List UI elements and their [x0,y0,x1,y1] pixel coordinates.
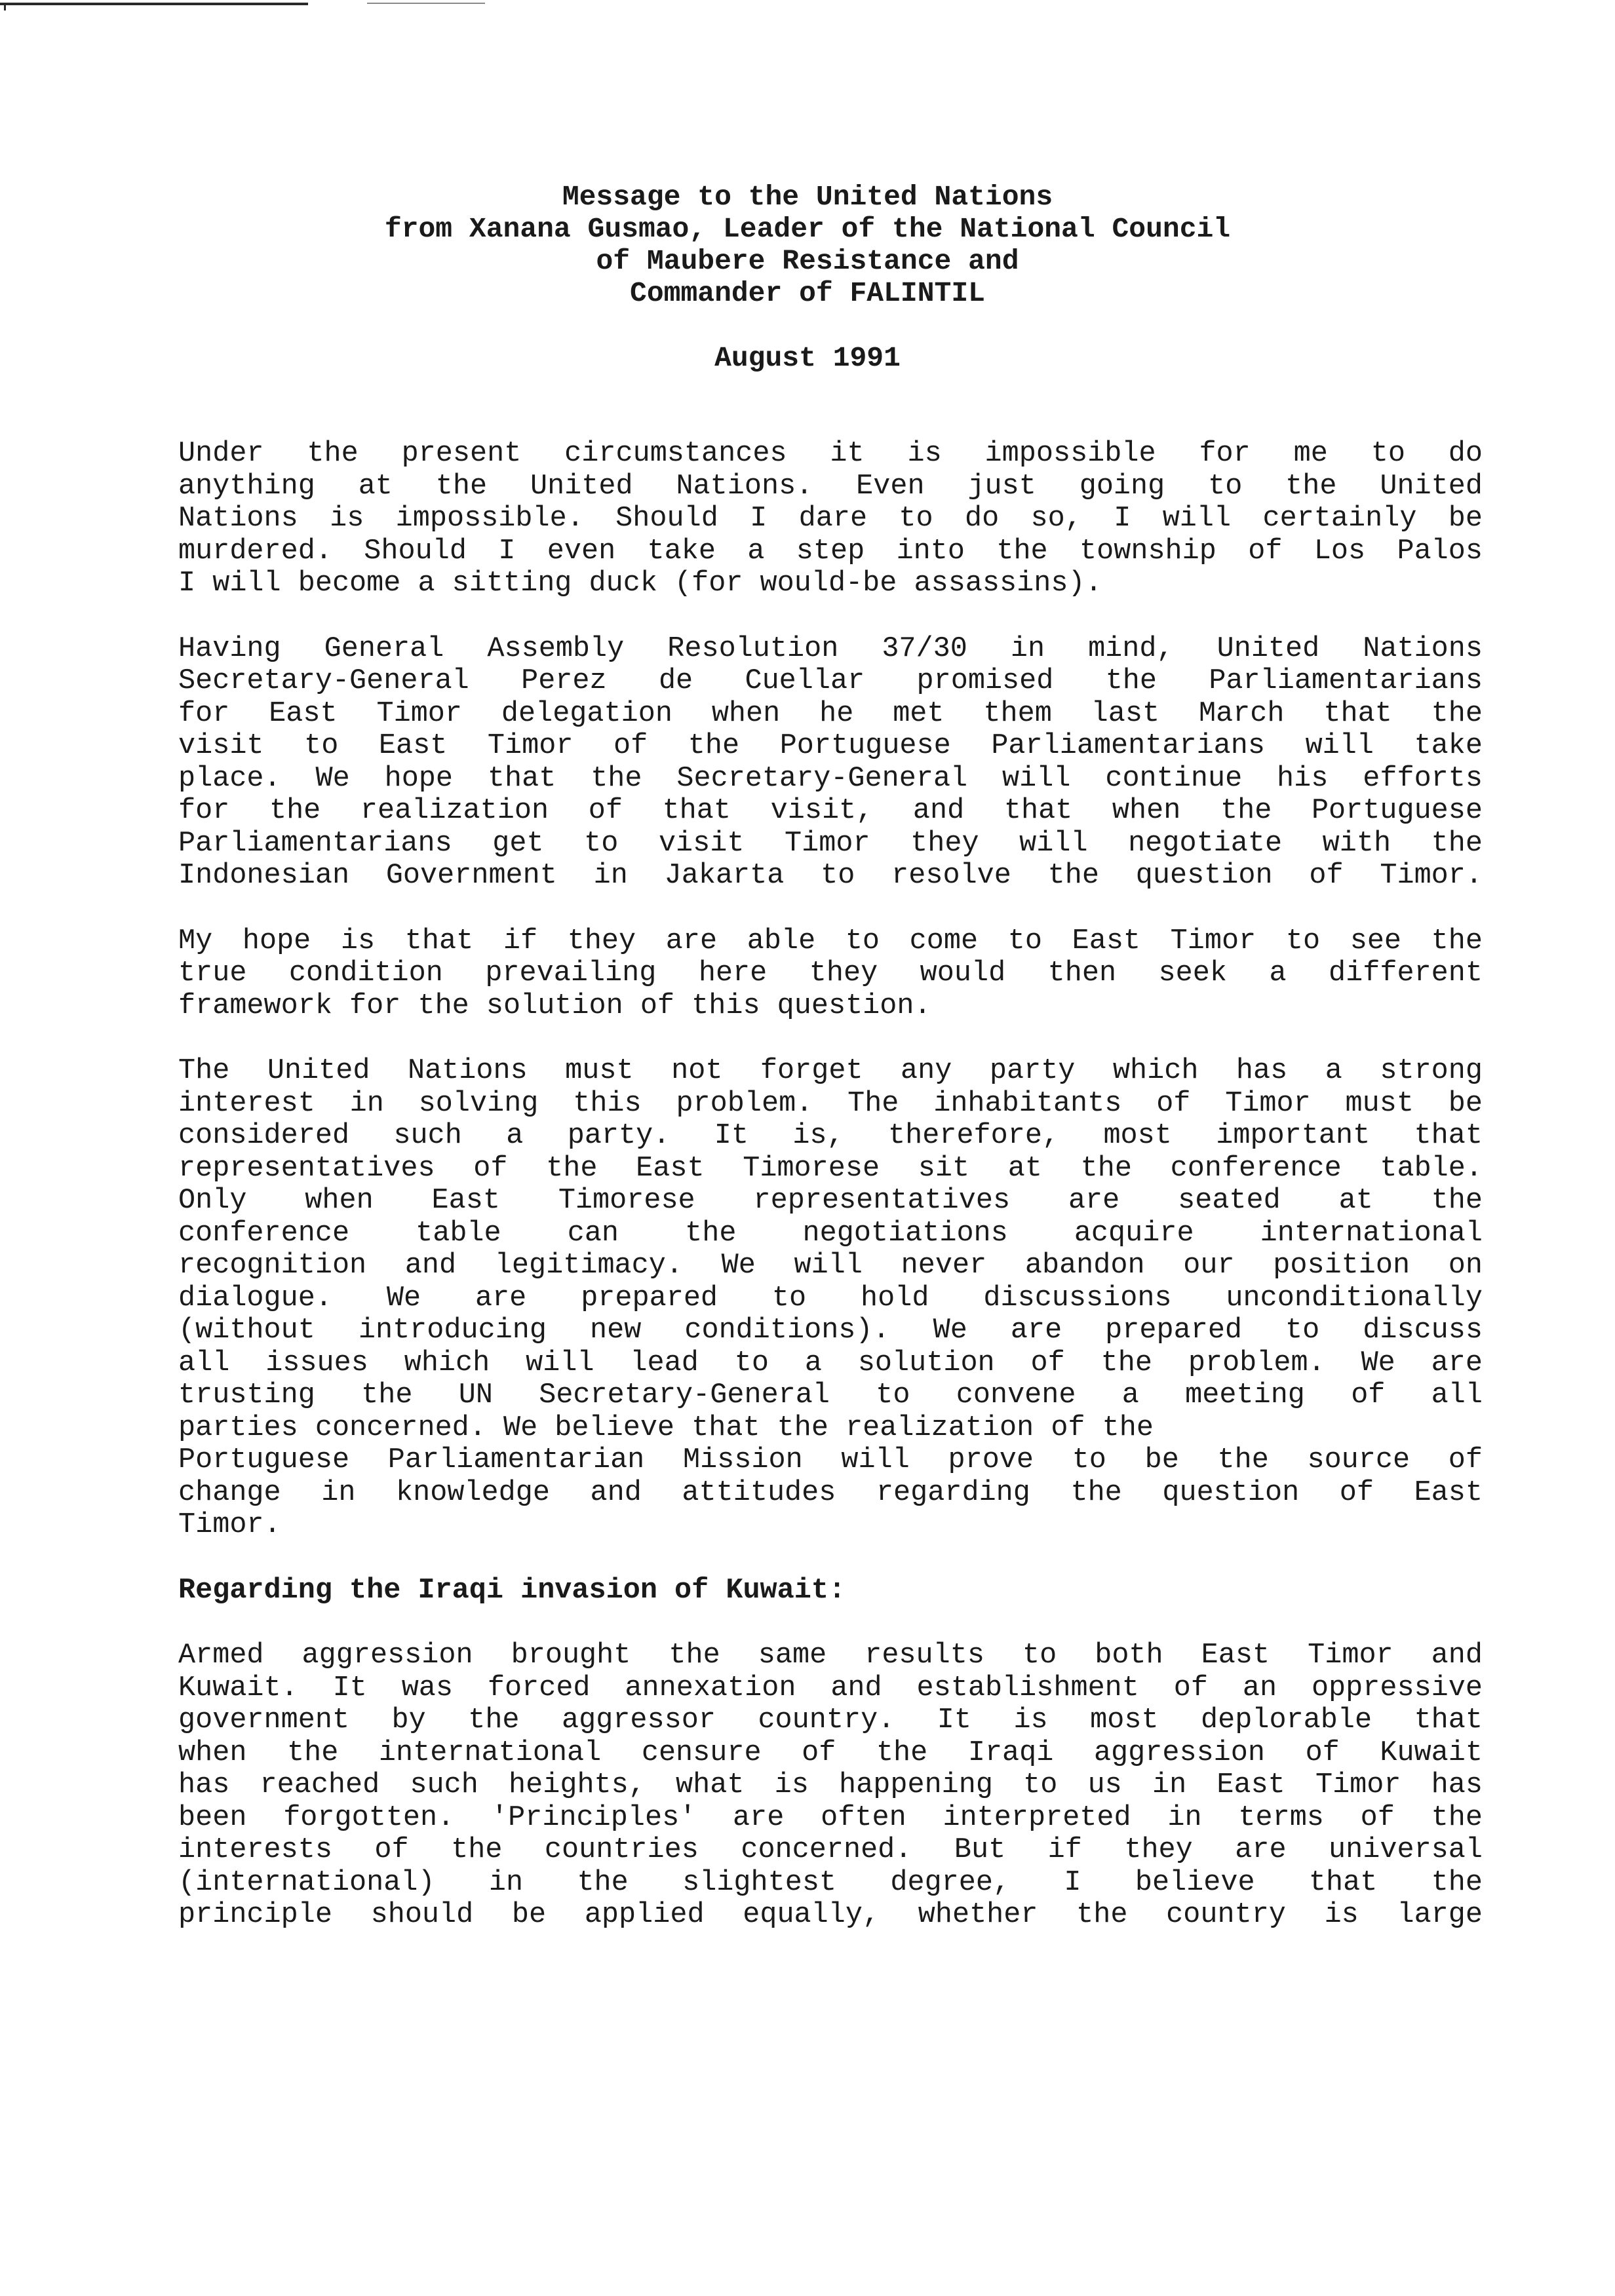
text-line: My hope is that if they are able to come to East Timor to see the [178,925,1483,957]
title-line: Message to the United Nations [562,181,1053,213]
text-line: (international) in the slightest degree, I believe that the [178,1866,1483,1899]
text-line: framework for the solution of this question. [178,989,931,1022]
text-line: place. We hope that the Secretary-General will continue his efforts [178,762,1483,795]
text-line: government by the aggressor country. It is most deplorable that [178,1704,1483,1736]
text-line: Under the present circumstances it is impossible for me to do [178,438,1483,470]
text-line: trusting the UN Secretary-General to convene a meeting of all [178,1379,1483,1411]
paragraph [178,1639,1483,1932]
text-line: Kuwait. It was forced annexation and establishment of an oppressive [178,1672,1483,1704]
text-line: Nations is impossible. Should I dare to do so, I will certainly be [178,503,1483,535]
scan-artifact-line [0,3,308,5]
text-line: been forgotten. 'Principles' are often interpreted in terms of the [178,1801,1483,1834]
scan-artifact-tick [4,3,6,10]
text-line: considered such a party. It is, therefore, most important that [178,1120,1483,1152]
document-body [178,438,1483,1964]
paragraph [178,1055,1483,1542]
paragraph [178,925,1483,1023]
text-line: for the realization of that visit, and that when the Portuguese [178,795,1483,827]
section-heading: Regarding the Iraqi invasion of Kuwait: [178,1574,846,1607]
text-line: Having General Assembly Resolution 37/30 in mind, United Nations [178,632,1483,665]
title-line: Commander of FALINTIL [630,277,985,309]
text-line: Only when East Timorese representatives are seated at the [178,1185,1483,1217]
text-line: change in knowledge and attitudes regarding the question of East [178,1476,1483,1509]
text-line: principle should be applied equally, whether the country is large [178,1899,1483,1931]
text-line: all issues which will lead to a solution of the problem. We are [178,1347,1483,1379]
text-line: interest in solving this problem. The inhabitants of Timor must be [178,1087,1483,1120]
paragraph [178,438,1483,600]
text-line: visit to East Timor of the Portuguese Parliamentarians will take [178,730,1483,762]
text-line: Indonesian Government in Jakarta to resolve the question of Timor. [178,860,1483,892]
text-line: Portuguese Parliamentarian Mission will prove to be the source of [178,1444,1483,1476]
text-line: has reached such heights, what is happening to us in East Timor has [178,1769,1483,1801]
text-line: Timor. [178,1509,281,1541]
title-line: of Maubere Resistance and [596,245,1019,277]
text-line: Secretary-General Perez de Cuellar promised the Parliamentarians [178,665,1483,697]
text-line: The United Nations must not forget any party which has a strong [178,1055,1483,1087]
text-line: Parliamentarians get to visit Timor they will negotiate with the [178,827,1483,860]
text-line: true condition prevailing here they would then seek a different [178,957,1483,989]
text-line: when the international censure of the Iraqi aggression of Kuwait [178,1736,1483,1769]
document-date: August 1991 [714,342,901,374]
paragraph [178,633,1483,892]
scan-artifact-line-faint [367,3,485,4]
title-line: from Xanana Gusmao, Leader of the National Council [384,213,1231,245]
text-line: for East Timor delegation when he met them last March that the [178,697,1483,730]
text-line: conference table can the negotiations acquire international [178,1217,1483,1250]
text-line: dialogue. We are prepared to hold discussions unconditionally [178,1282,1483,1314]
text-line: parties concerned. We believe that the realization of the [178,1411,1154,1444]
text-line: Armed aggression brought the same results to both East Timor and [178,1639,1483,1672]
text-line: anything at the United Nations. Even just going to the United [178,470,1483,503]
text-line: I will become a sitting duck (for would-be assassins). [178,567,1102,600]
document-title-block [0,181,1615,309]
text-line: recognition and legitimacy. We will never abandon our position on [178,1250,1483,1282]
text-line: representatives of the East Timorese sit at the conference table. [178,1152,1483,1185]
text-line: interests of the countries concerned. But if they are universal [178,1834,1483,1866]
text-line: (without introducing new conditions). We are prepared to discuss [178,1314,1483,1347]
text-line: murdered. Should I even take a step into the township of Los Palos [178,535,1483,567]
